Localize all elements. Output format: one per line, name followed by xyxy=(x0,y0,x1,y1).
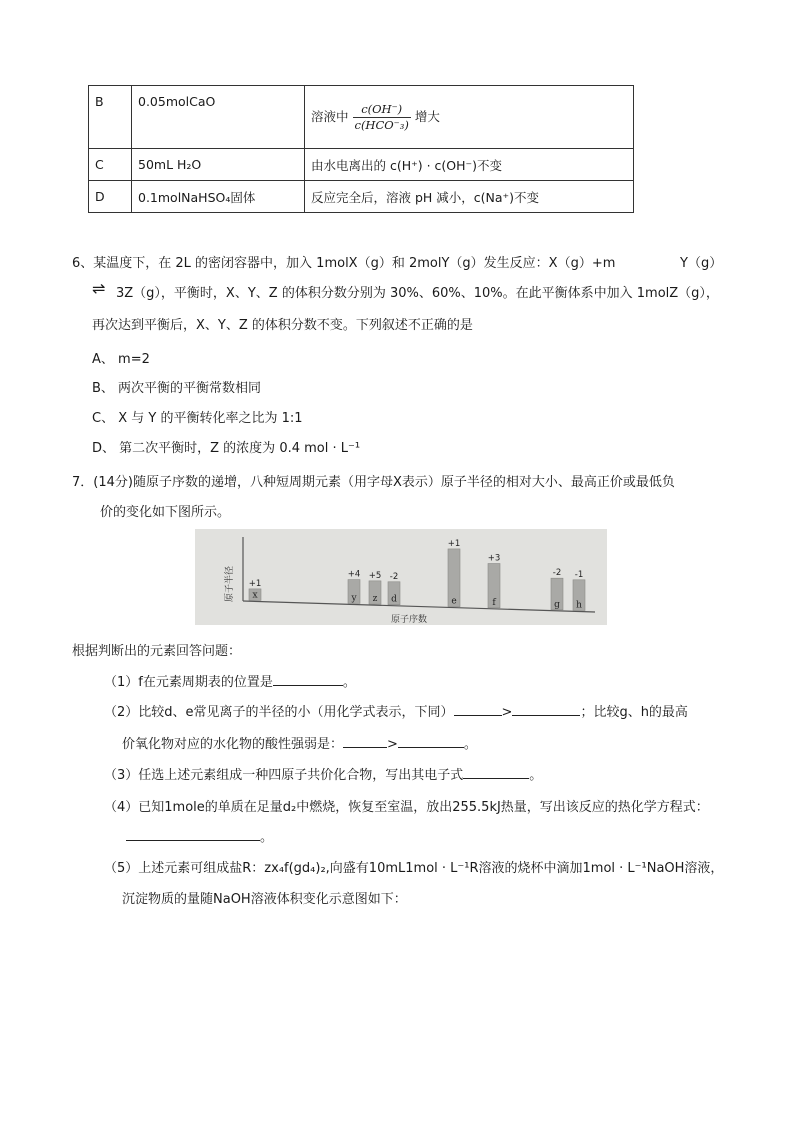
answer-blank[interactable] xyxy=(273,673,343,686)
bar-category-label: g xyxy=(554,599,560,610)
chart-svg xyxy=(195,529,607,625)
y-axis-label: 原子半径 xyxy=(225,565,235,603)
bar-category-label: e xyxy=(451,596,457,607)
q7-intro: 根据判断出的元素回答问题： xyxy=(72,644,242,659)
q7-sub2-text-end: ；比较g、h的最高 xyxy=(580,705,688,720)
q7-sub4: （4）已知1mole的单质在足量d₂中燃烧，恢复至室温，放出255.5kJ热量，写出该反应的热化学方程式： xyxy=(104,800,709,815)
bar-category-label: d xyxy=(391,594,397,605)
q6-option-b: B、 两次平衡的平衡常数相同 xyxy=(92,381,262,396)
x-axis xyxy=(243,601,595,612)
valence-label: +5 xyxy=(368,570,382,581)
answer-blank[interactable] xyxy=(126,828,260,841)
row-effect: 由水电离出的 c(H⁺) · c(OH⁻)不变 xyxy=(305,149,634,181)
q7-sub2-line2-end: 。 xyxy=(463,737,477,752)
options-table xyxy=(88,85,634,213)
q7-sub1 xyxy=(104,671,356,690)
atomic-radius-chart xyxy=(195,529,607,625)
q6-stem-line3: 再次达到平衡后，X、Y、Z 的体积分数不变。下列叙述不正确的是 xyxy=(92,318,473,333)
effect-prefix: 溶液中 xyxy=(311,108,349,124)
q7-sub2 xyxy=(104,701,688,720)
row-reagent: 0.1molNaHSO₄固体 xyxy=(132,181,305,213)
answer-blank[interactable] xyxy=(343,735,387,748)
row-effect xyxy=(305,86,634,149)
bar-category-label: x xyxy=(252,590,258,601)
q7-sub1-end: 。 xyxy=(342,675,356,690)
table-row xyxy=(89,149,634,181)
q6-stem-line1: 6、某温度下，在 2L 的密闭容器中，加入 1molX（g）和 2molY（g）发生反应：X（g）+m xyxy=(72,256,616,271)
valence-label: +1 xyxy=(248,578,262,589)
row-label: C xyxy=(89,149,132,181)
row-effect: 反应完全后，溶液 pH 减小，c(Na⁺)不变 xyxy=(305,181,634,213)
answer-blank[interactable] xyxy=(463,766,529,779)
valence-label: -2 xyxy=(552,568,562,579)
row-label: B xyxy=(89,86,132,149)
bar-category-label: z xyxy=(372,594,378,605)
valence-label: +1 xyxy=(447,538,461,549)
q6-option-c: C、 X 与 Y 的平衡转化率之比为 1:1 xyxy=(92,411,303,426)
table-row xyxy=(89,86,634,149)
q7-sub3-end: 。 xyxy=(529,768,543,783)
answer-blank[interactable] xyxy=(512,703,580,716)
valence-label: +4 xyxy=(347,569,361,580)
answer-blank[interactable] xyxy=(454,703,502,716)
q6-stem-line1-tail: Y（g） xyxy=(680,256,723,271)
row-label: D xyxy=(89,181,132,213)
valence-label: -2 xyxy=(389,571,399,582)
q7-sub2-line2-text: 价氧化物对应的水化物的酸性强弱是： xyxy=(122,737,344,752)
q7-sub3 xyxy=(104,764,542,783)
valence-label: +3 xyxy=(487,553,501,564)
equilibrium-arrow-icon: ⇌ xyxy=(92,279,106,298)
q7-stem-line1: 7．(14分)随原子序数的递增，八种短周期元素（用字母X表示）原子半径的相对大小、最高正价或最低负 xyxy=(72,475,675,490)
valence-label: -1 xyxy=(574,569,584,580)
q7-sub2-text: （2）比较d、e常见离子的半径的小（用化学式表示，下同） xyxy=(104,705,454,720)
q7-sub4-answer xyxy=(126,826,273,845)
q7-sub3-text: （3）任选上述元素组成一种四原子共价化合物，写出其电子式 xyxy=(104,768,464,783)
table-row xyxy=(89,181,634,213)
effect-suffix: 增大 xyxy=(414,108,440,124)
q7-sub5-line1: （5）上述元素可组成盐R：zx₄f(gd₄)₂,向盛有10mL1mol · L⁻¹R溶液的烧杯中滴加1mol · L⁻¹NaOH溶液， xyxy=(104,861,724,876)
bar-category-label: f xyxy=(492,597,496,608)
concentration-fraction xyxy=(353,102,411,133)
q7-sub2-line2 xyxy=(122,733,477,752)
greater-than-sign: > xyxy=(501,705,513,720)
fraction-denominator: c(HCO⁻₃) xyxy=(354,117,409,132)
answer-blank[interactable] xyxy=(398,735,464,748)
greater-than-sign: > xyxy=(387,737,398,752)
bar-category-label: h xyxy=(576,600,582,611)
q6-stem-line2: 3Z（g），平衡时，X、Y、Z 的体积分数分别为 30%、60%、10%。在此平衡体系中加入 1molZ（g）， xyxy=(116,286,719,301)
bar-category-label: y xyxy=(351,593,357,604)
q7-sub1-text: （1）f在元素周期表的位置是 xyxy=(104,675,273,690)
fraction-numerator: c(OH⁻) xyxy=(353,102,411,118)
q6-option-d: D、 第二次平衡时，Z 的浓度为 0.4 mol · L⁻¹ xyxy=(92,441,361,456)
q7-sub5-line2: 沉淀物质的量随NaOH溶液体积变化示意图如下： xyxy=(122,892,407,907)
row-reagent: 50mL H₂O xyxy=(132,149,305,181)
q6-option-a: A、 m=2 xyxy=(92,352,150,367)
x-axis-label: 原子序数 xyxy=(390,615,428,625)
row-reagent: 0.05molCaO xyxy=(132,86,305,149)
q7-sub4-end: 。 xyxy=(260,830,274,845)
q7-stem-line2: 价的变化如下图所示。 xyxy=(100,505,231,520)
